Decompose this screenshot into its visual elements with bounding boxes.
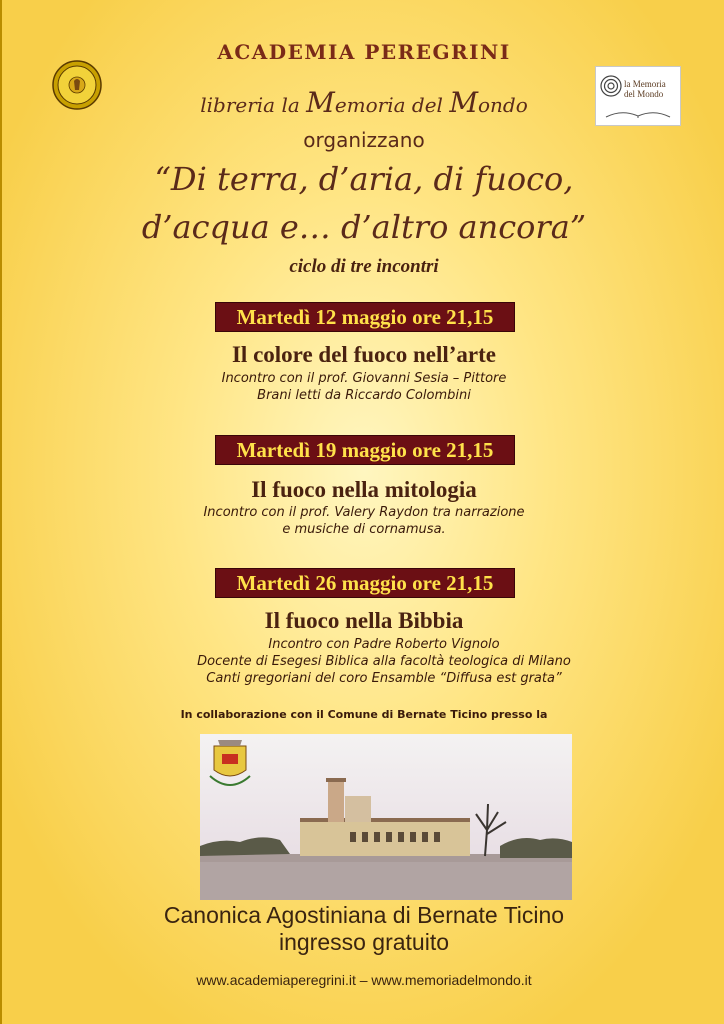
organize-text: organizzano <box>303 128 425 152</box>
event-3-title: Il fuoco nella Bibbia <box>264 608 464 633</box>
event-2-title: Il fuoco nella mitologia <box>251 477 477 502</box>
event-2-line-1: Incontro con il prof. Valery Raydon tra narrazione <box>203 505 525 520</box>
event-1-line-2: Brani letti da Riccardo Colombini <box>257 388 471 403</box>
event-1-title: Il colore del fuoco nell’arte <box>231 342 496 367</box>
subtitle: ciclo di tre incontri <box>289 256 439 277</box>
collaboration-note: In collaborazione con il Comune di Bernate Ticino presso la <box>180 708 548 721</box>
event-1-line-1: Incontro con il prof. Giovanni Sesia – Pittore <box>221 371 507 386</box>
right-logo-label: la Memoria del Mondo <box>624 79 666 99</box>
admission-note: ingresso gratuito <box>278 929 450 955</box>
event-2-line-2: e musiche di cornamusa. <box>282 522 446 537</box>
event-2-date: Martedì 19 maggio ore 21,15 <box>215 435 515 465</box>
event-3-line-1: Incontro con Padre Roberto Vignolo <box>268 637 500 652</box>
event-3-date: Martedì 26 maggio ore 21,15 <box>215 568 515 598</box>
event-1-date: Martedì 12 maggio ore 21,15 <box>215 302 515 332</box>
bookshop-name: libreria la Memoria del Mondo <box>200 86 528 119</box>
event-3-line-2: Docente di Esegesi Biblica alla facoltà teologica di Milano <box>197 654 571 669</box>
venue-block <box>2 902 724 956</box>
event-3-line-3: Canti gregoriani del coro Ensamble “Diffusa est grata” <box>206 671 562 686</box>
title-line-2: d’acqua e… d’altro ancora” <box>141 208 587 246</box>
venue-name: Canonica Agostiniana di Bernate Ticino <box>163 902 565 928</box>
website-links[interactable]: www.academiaperegrini.it – www.memoriadelmondo.it <box>196 972 532 988</box>
organization-name: ACADEMIA PEREGRINI <box>217 40 511 64</box>
title-line-1: “Di terra, d’aria, di fuoco, <box>154 160 574 198</box>
canonica-photo <box>200 734 572 900</box>
